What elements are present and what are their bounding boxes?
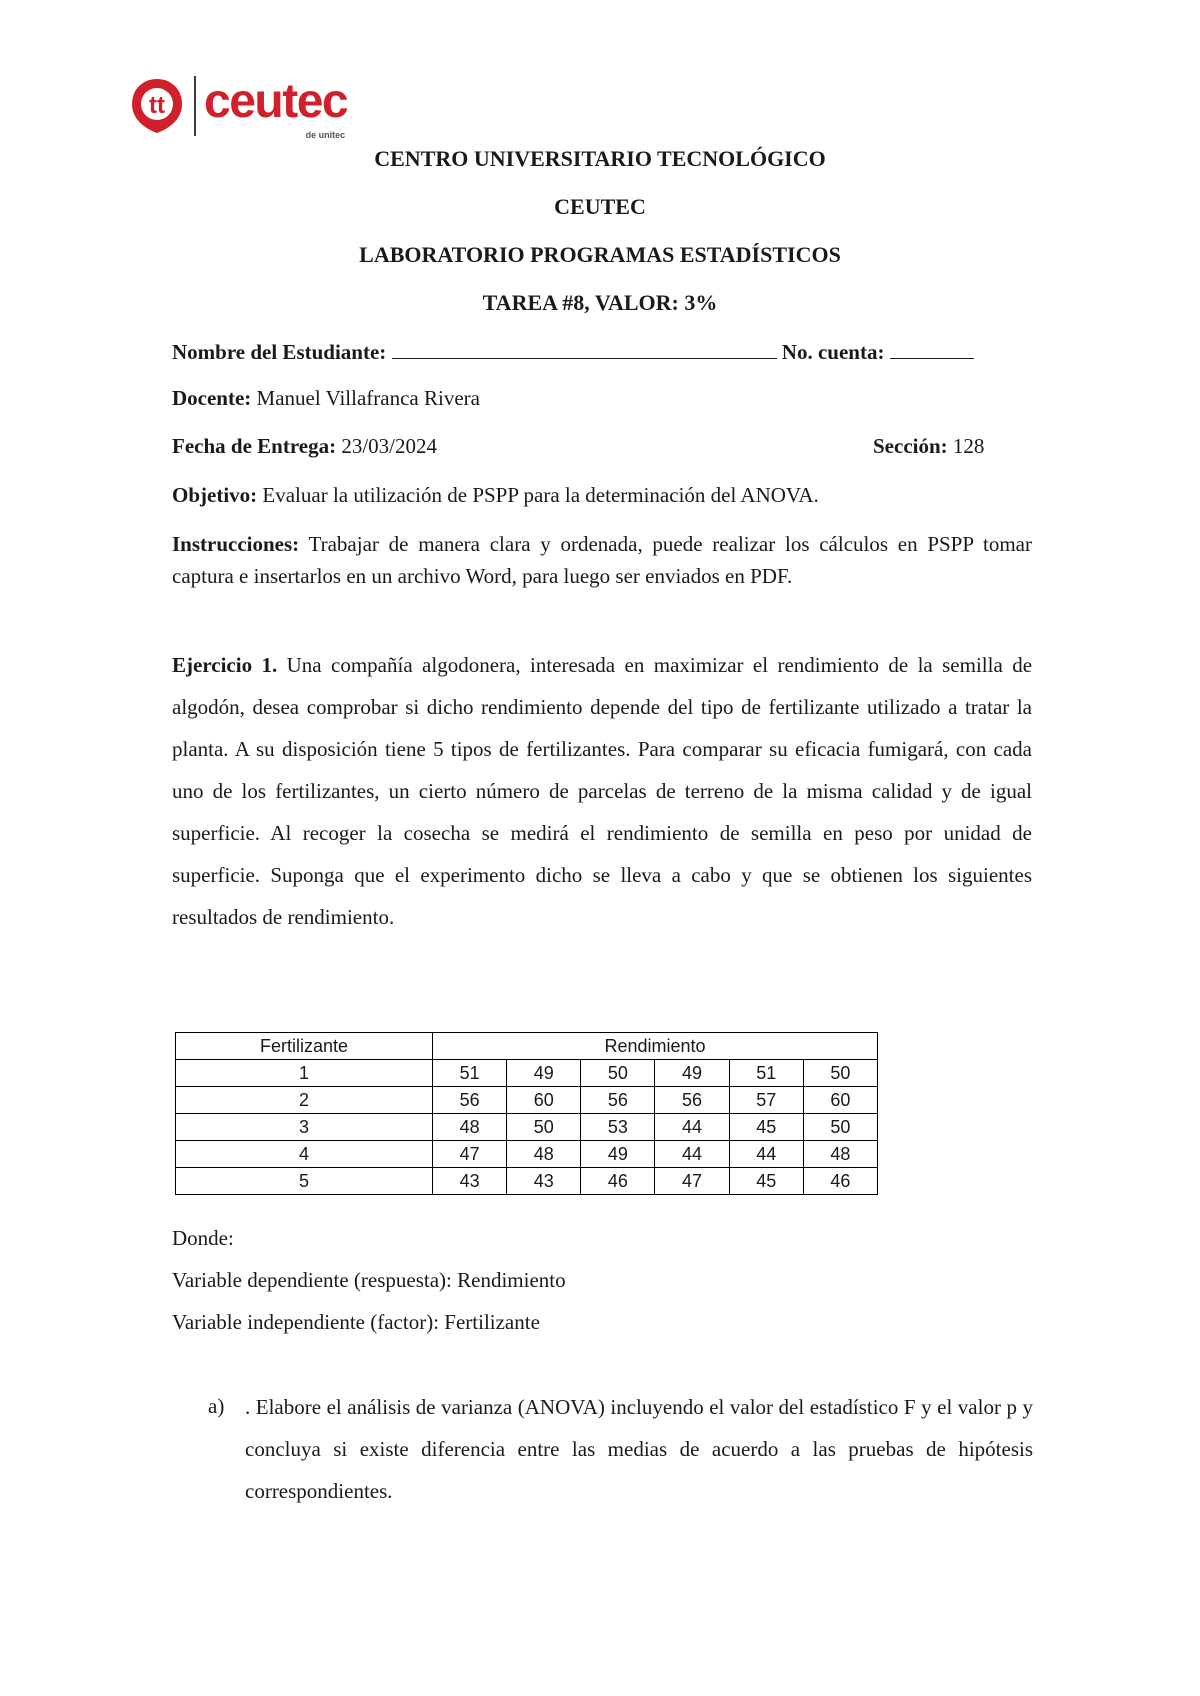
yield-cell: 48 xyxy=(803,1141,877,1168)
instructions-label: Instrucciones: xyxy=(172,532,300,556)
table-row xyxy=(176,1087,878,1114)
fertilizer-cell: 5 xyxy=(176,1168,433,1195)
objective-line xyxy=(172,483,819,508)
yield-cell: 49 xyxy=(581,1141,655,1168)
yield-cell: 44 xyxy=(655,1141,729,1168)
yield-cell: 60 xyxy=(803,1087,877,1114)
header-yield: Rendimiento xyxy=(433,1033,878,1060)
table-body xyxy=(176,1060,878,1195)
logo-divider xyxy=(194,76,196,136)
fertilizer-cell: 1 xyxy=(176,1060,433,1087)
yield-cell: 43 xyxy=(433,1168,507,1195)
teacher-label: Docente: xyxy=(172,386,252,410)
header-fertilizer: Fertilizante xyxy=(176,1033,433,1060)
exercise-label: Ejercicio 1. xyxy=(172,653,278,677)
section-value: 128 xyxy=(952,434,985,458)
yield-table xyxy=(175,1032,878,1195)
fertilizer-cell: 4 xyxy=(176,1141,433,1168)
section-line xyxy=(873,434,984,459)
yield-cell: 53 xyxy=(581,1114,655,1141)
header-ceutec: CEUTEC xyxy=(554,194,646,219)
yield-cell: 44 xyxy=(729,1141,803,1168)
teacher-value: Manuel Villafranca Rivera xyxy=(256,386,480,410)
logo-brand xyxy=(204,75,348,140)
exercise-text: Una compañía algodonera, interesada en maximizar el rendimiento de la semilla de algodón, desea comprobar si dicho rendimiento depende del tipo de fertilizante utilizado a tratar la planta. A su disposición tiene 5 tipos de fertilizantes. Para comparar su eficacia fumigará, con cada uno de los fertilizantes, un cierto número de parcelas de terreno de la misma calidad y de igual superficie. Al recoger la cosecha se medirá el rendimiento de semilla en peso por unidad de superficie. Suponga que el experimento dicho se lleva a cabo y que se obtienen los siguientes resultados de rendimiento. xyxy=(172,653,1033,929)
yield-cell: 56 xyxy=(655,1087,729,1114)
yield-cell: 49 xyxy=(655,1060,729,1087)
yield-cell: 50 xyxy=(581,1060,655,1087)
account-number-blank[interactable] xyxy=(890,338,974,359)
date-line xyxy=(172,434,437,459)
yield-cell: 48 xyxy=(507,1141,581,1168)
header-assignment: TAREA #8, VALOR: 3% xyxy=(482,290,718,315)
yield-cell: 51 xyxy=(729,1060,803,1087)
student-name-blank[interactable] xyxy=(392,338,777,359)
table-row xyxy=(176,1114,878,1141)
tt-logo-icon xyxy=(130,77,184,135)
logo-sub-text: de unitec xyxy=(305,130,346,140)
fertilizer-cell: 3 xyxy=(176,1114,433,1141)
yield-cell: 51 xyxy=(433,1060,507,1087)
yield-cell: 49 xyxy=(507,1060,581,1087)
where-text: Donde: xyxy=(172,1226,234,1250)
table-row xyxy=(176,1141,878,1168)
teacher-line xyxy=(172,386,480,411)
objective-value: Evaluar la utilización de PSPP para la determinación del ANOVA. xyxy=(262,483,819,507)
logo-mark-text: tt xyxy=(149,92,165,119)
logo-brand-text: ceutec xyxy=(204,75,348,128)
student-label: Nombre del Estudiante: xyxy=(172,340,387,364)
question-a-text: . Elabore el análisis de varianza (ANOVA) incluyendo el valor del estadístico F y el valor p y concluya si existe diferencia entre las medias de acuerdo a las pruebas de hipótesis correspondientes. xyxy=(245,1395,1033,1503)
account-label: No. cuenta: xyxy=(781,340,885,364)
yield-cell: 44 xyxy=(655,1114,729,1141)
yield-cell: 50 xyxy=(507,1114,581,1141)
yield-cell: 45 xyxy=(729,1114,803,1141)
header-lab: LABORATORIO PROGRAMAS ESTADÍSTICOS xyxy=(359,242,841,267)
table-row xyxy=(176,1060,878,1087)
instructions-value: Trabajar de manera clara y ordenada, puede realizar los cálculos en PSPP tomar captura e insertarlos en un archivo Word, para luego ser enviados en PDF. xyxy=(172,532,1032,588)
student-line xyxy=(172,338,974,365)
instructions-paragraph xyxy=(172,528,1032,592)
yield-cell: 50 xyxy=(803,1114,877,1141)
dependent-variable-text: Variable dependiente (respuesta): Rendimiento xyxy=(172,1268,566,1292)
yield-cell: 56 xyxy=(433,1087,507,1114)
yield-cell: 57 xyxy=(729,1087,803,1114)
date-label: Fecha de Entrega: xyxy=(172,434,337,458)
fertilizer-cell: 2 xyxy=(176,1087,433,1114)
exercise-paragraph xyxy=(172,644,1032,938)
question-a-marker: a) xyxy=(208,1394,225,1418)
yield-cell: 46 xyxy=(803,1168,877,1195)
table-row xyxy=(176,1168,878,1195)
yield-cell: 60 xyxy=(507,1087,581,1114)
yield-cell: 47 xyxy=(433,1141,507,1168)
header-university: CENTRO UNIVERSITARIO TECNOLÓGICO xyxy=(374,146,826,171)
yield-cell: 45 xyxy=(729,1168,803,1195)
objective-label: Objetivo: xyxy=(172,483,258,507)
independent-variable-text: Variable independiente (factor): Fertilizante xyxy=(172,1310,540,1334)
yield-cell: 43 xyxy=(507,1168,581,1195)
section-label: Sección: xyxy=(873,434,948,458)
yield-cell: 48 xyxy=(433,1114,507,1141)
yield-cell: 50 xyxy=(803,1060,877,1087)
ceutec-logo xyxy=(130,75,348,140)
yield-cell: 46 xyxy=(581,1168,655,1195)
yield-cell: 47 xyxy=(655,1168,729,1195)
yield-cell: 56 xyxy=(581,1087,655,1114)
date-value: 23/03/2024 xyxy=(341,434,438,458)
table-header-row xyxy=(176,1033,878,1060)
